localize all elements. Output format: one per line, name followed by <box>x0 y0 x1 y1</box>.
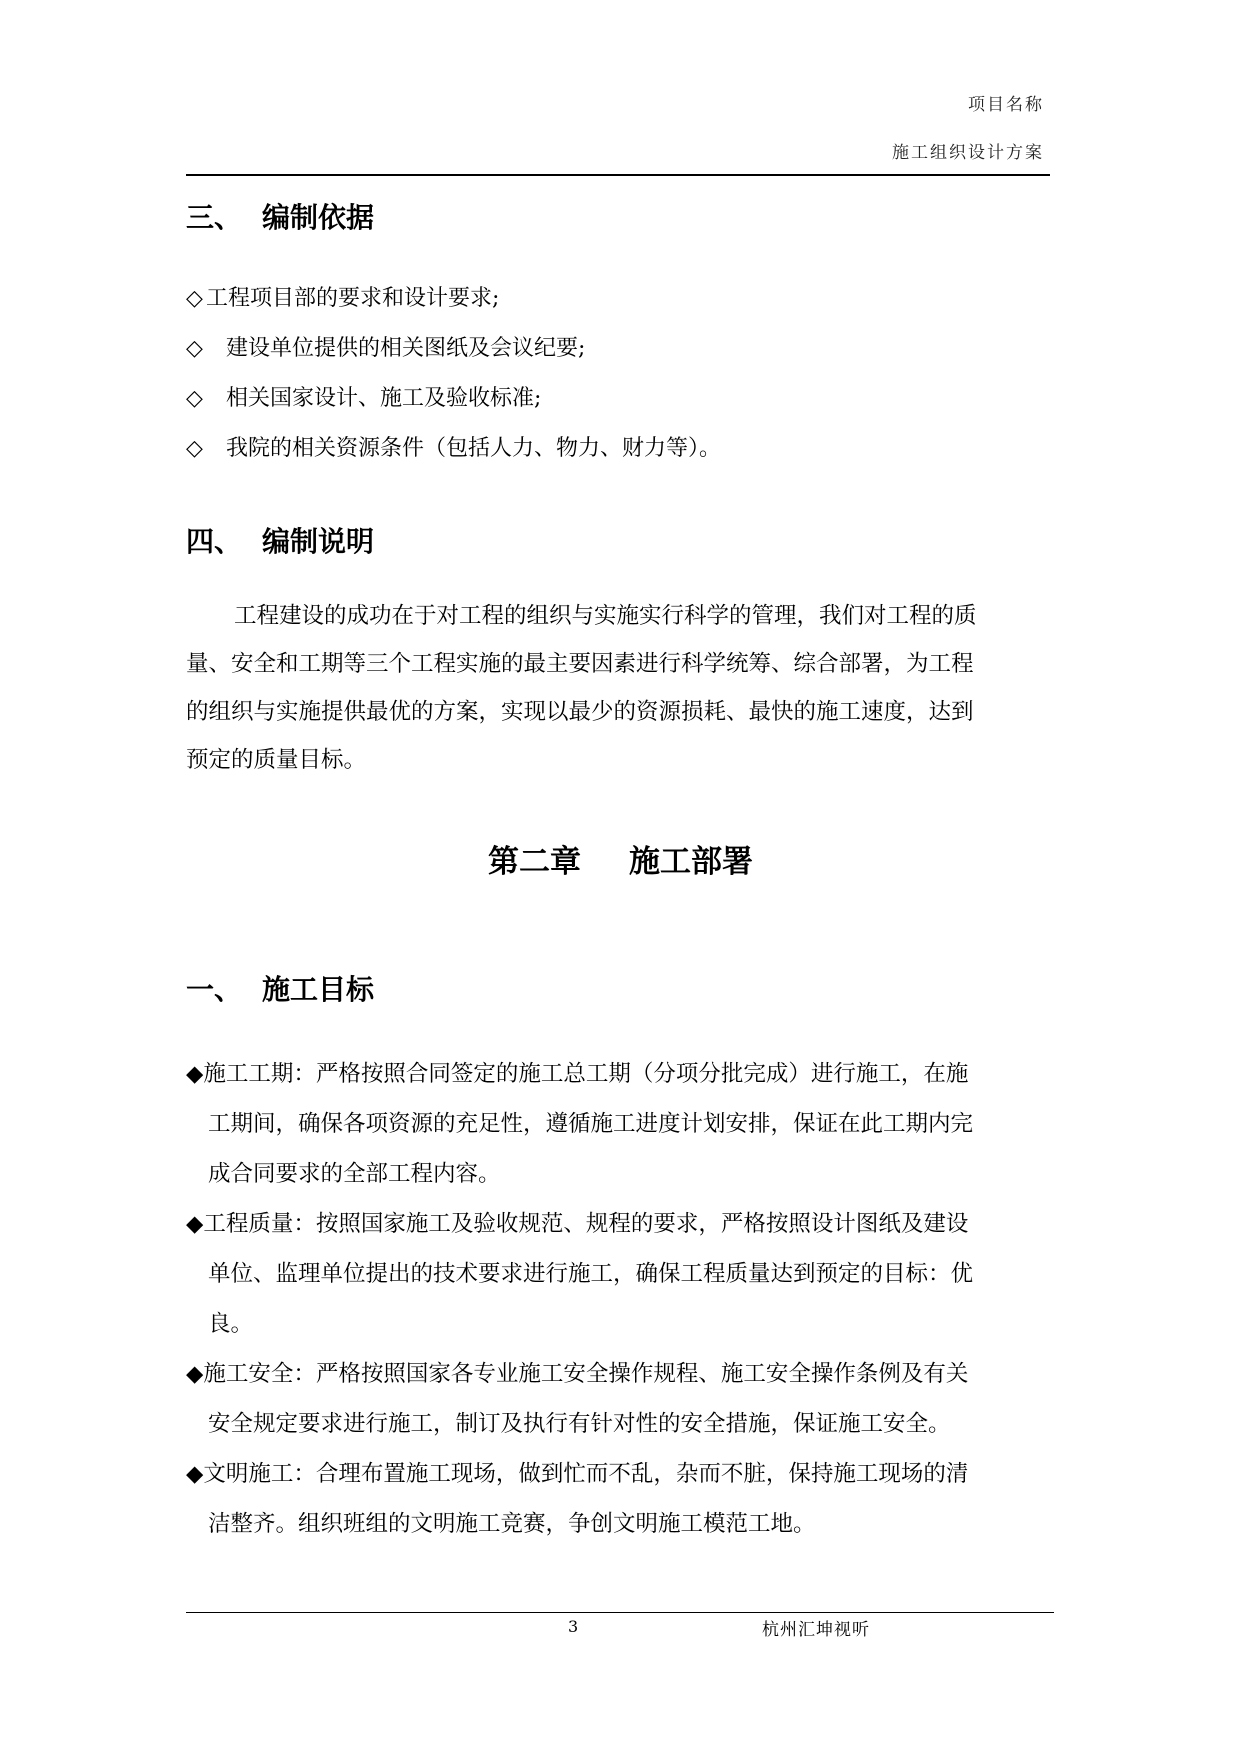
footer-rule <box>186 1612 1054 1613</box>
section-4-title: 编制说明 <box>262 525 375 558</box>
diamond-solid-icon: ◆ <box>186 1461 204 1487</box>
basis-item <box>186 384 541 414</box>
goal-line: 良。 <box>208 1311 254 1337</box>
chapter-number: 第二章 <box>488 844 581 880</box>
paragraph-line: 的组织与实施提供最优的方案，实现以最少的资源损耗、最快的施工速度，达到 <box>186 699 974 725</box>
goal-line: 工程质量：按照国家施工及验收规范、规程的要求，严格按照设计图纸及建设 <box>203 1211 969 1237</box>
section-1-title: 施工目标 <box>262 973 375 1006</box>
header-doc-title: 施工组织设计方案 <box>892 143 1044 163</box>
basis-item <box>186 434 721 464</box>
paragraph-line: 预定的质量目标。 <box>186 747 367 773</box>
chapter-title: 施工部署 <box>629 844 753 880</box>
section-4-number: 四、 <box>186 525 243 558</box>
section-1-number: 一、 <box>186 973 243 1006</box>
basis-item-text: 相关国家设计、施工及验收标准; <box>226 386 542 411</box>
paragraph-line: 量、安全和工期等三个工程实施的最主要因素进行科学统筹、综合部署，为工程 <box>186 651 974 677</box>
basis-item-text: 建设单位提供的相关图纸及会议纪要; <box>226 336 586 361</box>
compilation-paragraph <box>186 592 1052 784</box>
section-1-heading <box>186 968 374 1008</box>
basis-item-text: 我院的相关资源条件（包括人力、物力、财力等）。 <box>226 436 722 461</box>
diamond-solid-icon: ◆ <box>186 1211 204 1237</box>
section-4-heading <box>186 520 374 560</box>
diamond-outline-icon: ◇ <box>186 386 203 411</box>
goal-line: 施工安全：严格按照国家各专业施工安全操作规程、施工安全操作条例及有关 <box>203 1361 969 1387</box>
goal-line: 安全规定要求进行施工，制订及执行有针对性的安全措施，保证施工安全。 <box>208 1411 951 1437</box>
goal-line: 工期间，确保各项资源的充足性，遵循施工进度计划安排，保证在此工期内完 <box>208 1111 974 1137</box>
header-rule <box>186 174 1050 176</box>
paragraph-line: 工程建设的成功在于对工程的组织与实施实行科学的管理，我们对工程的质 <box>234 603 977 629</box>
goal-line: 文明施工：合理布置施工现场，做到忙而不乱，杂而不脏，保持施工现场的清 <box>203 1461 969 1487</box>
basis-item <box>186 334 585 364</box>
diamond-solid-icon: ◆ <box>186 1061 204 1087</box>
goal-line: 施工工期：严格按照合同签定的施工总工期（分项分批完成）进行施工，在施 <box>203 1061 969 1087</box>
page-number: 3 <box>568 1617 579 1636</box>
goal-line: 洁整齐。组织班组的文明施工竞赛，争创文明施工模范工地。 <box>208 1511 816 1537</box>
basis-item-text: 工程项目部的要求和设计要求; <box>206 286 500 311</box>
section-3-heading <box>186 196 374 236</box>
footer-company: 杭州汇坤视听 <box>762 1620 870 1640</box>
header-project-name: 项目名称 <box>968 95 1044 115</box>
goal-line: 成合同要求的全部工程内容。 <box>208 1161 501 1187</box>
section-3-number: 三、 <box>186 201 243 234</box>
chapter-heading <box>0 836 1241 881</box>
diamond-outline-icon: ◇ <box>186 286 203 311</box>
diamond-outline-icon: ◇ <box>186 436 203 461</box>
diamond-solid-icon: ◆ <box>186 1361 204 1387</box>
goal-line: 单位、监理单位提出的技术要求进行施工，确保工程质量达到预定的目标：优 <box>208 1261 974 1287</box>
diamond-outline-icon: ◇ <box>186 336 203 361</box>
basis-item <box>186 284 499 314</box>
section-3-title: 编制依据 <box>262 201 375 234</box>
